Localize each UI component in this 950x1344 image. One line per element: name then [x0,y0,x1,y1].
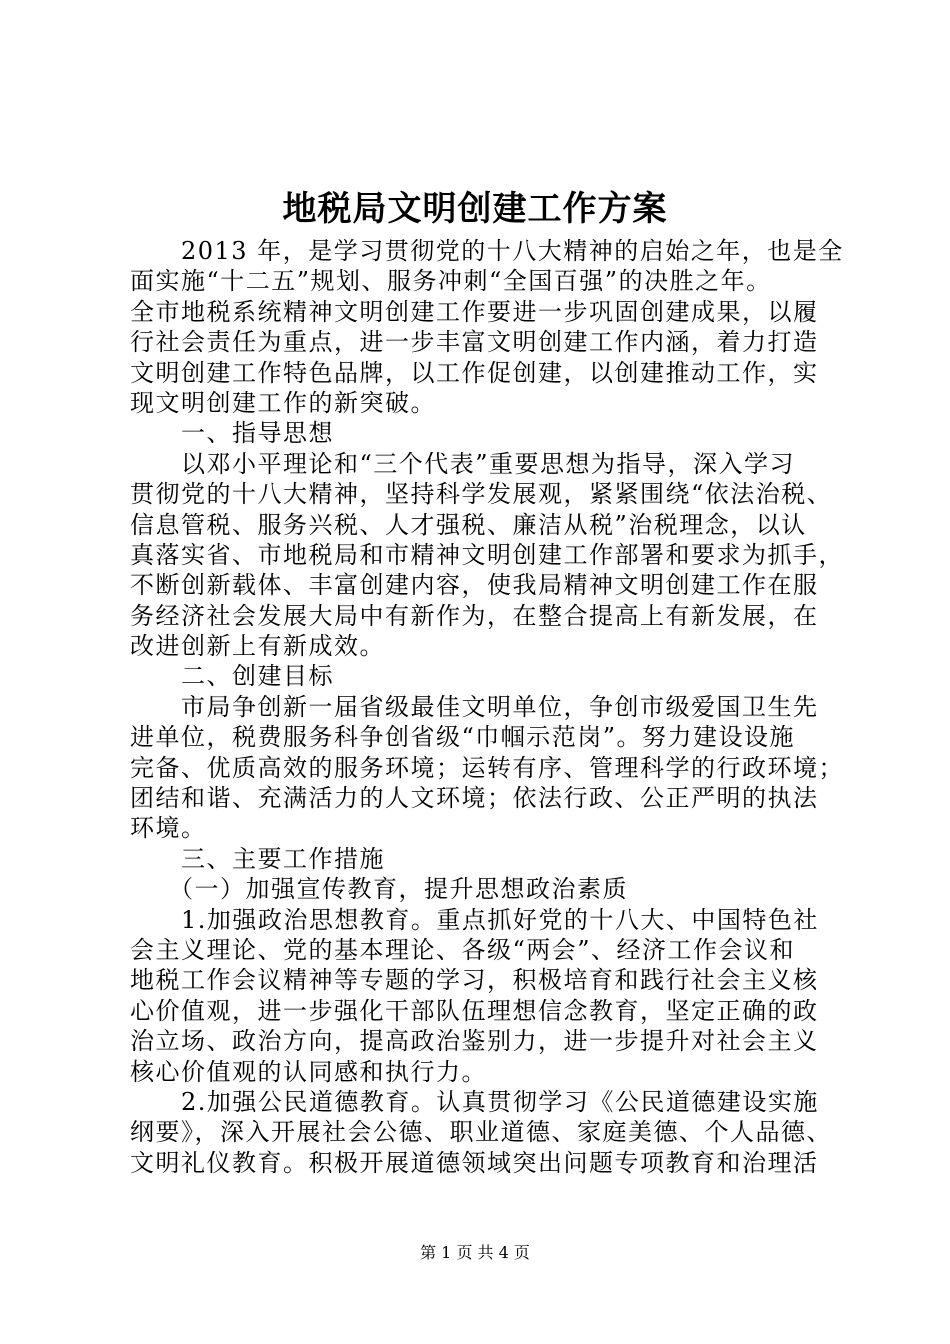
document-body [130,236,844,1178]
body-line: 会主义理论、党的基本理论、各级“两会”、经济工作会议和 [130,935,796,964]
body-line: 不断创新载体、丰富创建内容，使我局精神文明创建工作在服 [130,571,819,600]
body-line: 贯彻党的十八大精神，坚持科学发展观，紧紧围绕“依法治税、 [130,480,833,509]
body-line: 一、指导思想 [130,419,334,448]
body-line: 2.加强公民道德教育。认真贯彻学习《公民道德建设实施 [130,1087,819,1116]
page-footer: 第 1 页 共 4 页 [420,1243,530,1262]
body-line: 市局争创新一届省级最佳文明单位，争创市级爱国卫生先 [130,692,819,721]
document-title: 地税局文明创建工作方案 [282,189,668,229]
body-line: 信息管税、服务兴税、人才强税、廉洁从税”治税理念，以认 [130,510,807,539]
body-line: 面实施“十二五”规划、服务冲刺“全国百强”的决胜之年。 [130,267,772,296]
body-line: 纲要》，深入开展社会公德、职业道德、家庭美德、个人品德、 [130,1118,832,1147]
body-line: 以邓小平理论和“三个代表”重要思想为指导，深入学习 [130,449,796,478]
body-line: 文明创建工作特色品牌，以工作促创建，以创建推动工作，实 [130,358,819,387]
body-line: 地税工作会议精神等专题的学习，积极培育和践行社会主义核 [130,966,819,995]
body-line: 务经济社会发展大局中有新作为，在整合提高上有新发展，在 [130,601,819,630]
body-line: 环境。 [130,814,207,843]
body-line: 2013 年，是学习贯彻党的十八大精神的启始之年，也是全 [130,237,844,265]
body-line: 完备、优质高效的服务环境；运转有序、管理科学的行政环境； [130,753,844,782]
body-line: 进单位，税费服务科争创省级“巾帼示范岗”。努力建设设施 [130,723,796,752]
body-line: 团结和谐、充满活力的人文环境；依法行政、公正严明的执法 [130,784,819,813]
body-line: 真落实省、市地税局和市精神文明创建工作部署和要求为抓手， [130,540,844,569]
body-line: 核心价值观的认同感和执行力。 [130,1057,487,1086]
body-line: 1.加强政治思想教育。重点抓好党的十八大、中国特色社 [130,905,819,934]
body-line: 现文明创建工作的新突破。 [130,388,436,417]
body-line: （一）加强宣传教育，提升思想政治素质 [130,875,628,904]
body-line: 行社会责任为重点，进一步丰富文明创建工作内涵，着力打造 [130,328,819,357]
body-line: 治立场、政治方向，提高政治鉴别力，进一步提升对社会主义 [130,1027,819,1056]
body-line: 二、创建目标 [130,662,334,691]
body-line: 文明礼仪教育。积极开展道德领域突出问题专项教育和治理活 [130,1148,819,1177]
body-line: 心价值观，进一步强化干部队伍理想信念教育，坚定正确的政 [130,996,819,1025]
body-line: 全市地税系统精神文明创建工作要进一步巩固创建成果，以履 [130,297,819,326]
body-line: 三、主要工作措施 [130,844,385,873]
body-line: 改进创新上有新成效。 [130,632,385,661]
